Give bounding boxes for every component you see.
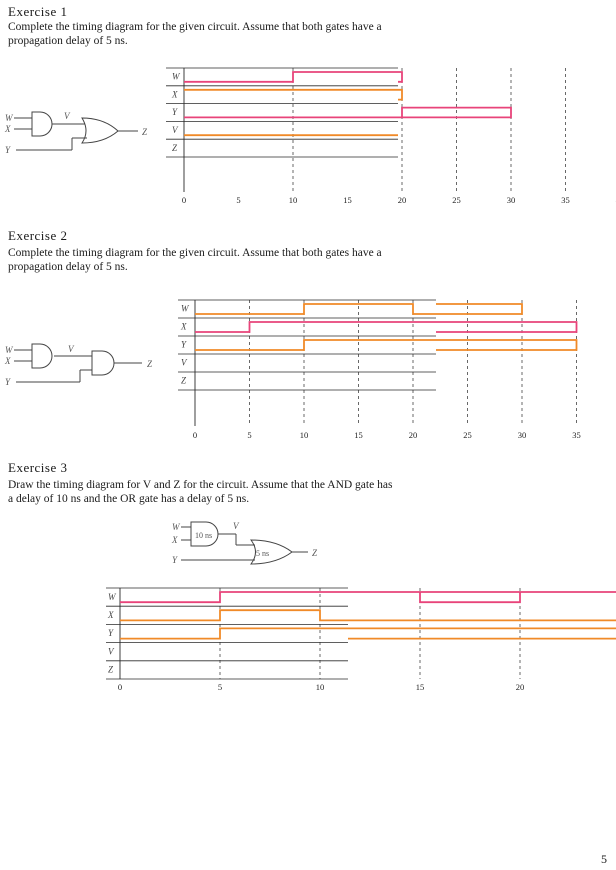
waveform-x: [120, 610, 616, 620]
exercise-2-circuit-label: Z: [147, 359, 153, 369]
signal-label-v: V: [172, 124, 178, 135]
exercise-1-title: Exercise 1: [8, 4, 68, 19]
signal-label-y: Y: [108, 628, 114, 639]
exercise-3-title: Exercise 3: [8, 460, 68, 475]
circuit-labels: [4, 111, 318, 565]
exercise-3-circuit-label: Z: [312, 548, 318, 558]
waveform-x: [195, 322, 577, 332]
exercise-2-and-gate: [92, 351, 114, 375]
page-number: 5: [601, 852, 607, 866]
time-tick-label: 35: [572, 430, 581, 440]
exercise-1-text-line2: propagation delay of 5 ns.: [8, 35, 128, 47]
time-tick-label: 20: [408, 430, 418, 440]
signal-label-v: V: [108, 646, 114, 657]
waveform-w: [120, 592, 616, 602]
time-tick-label: 30: [506, 195, 516, 205]
waveform-y: [184, 108, 511, 118]
exercise-1-or-gate: [82, 118, 118, 143]
exercise-3-text-line1: Draw the timing diagram for V and Z for the circuit. Assume that the AND gate has: [8, 479, 393, 491]
time-tick-label: 20: [397, 195, 407, 205]
signal-label-y: Y: [181, 339, 187, 350]
signal-label-w: W: [108, 591, 116, 602]
exercise-3-text-line2: a delay of 10 ns and the OR gate has a delay of 5 ns.: [8, 493, 250, 505]
waveform-y: [120, 628, 616, 638]
signal-label-x: X: [108, 610, 114, 621]
signal-label-x: X: [181, 321, 187, 332]
exercise-2-circuit-label: X: [5, 356, 11, 366]
time-tick-label: 0: [117, 682, 123, 692]
signal-label-z: Z: [181, 375, 187, 386]
time-tick-label: 15: [354, 430, 363, 440]
signal-label-w: W: [181, 303, 189, 314]
exercise-2-title: Exercise 2: [8, 228, 68, 243]
time-tick-label: 10: [288, 195, 298, 205]
timing-diagrams: [106, 68, 616, 692]
exercise-2-text-line2: propagation delay of 5 ns.: [8, 261, 128, 273]
exercise-3-circuit-label: X: [172, 535, 178, 545]
exercise-1-circuit: [14, 112, 138, 150]
exercise-2-timing-diagram: [178, 300, 616, 440]
exercise-1-circuit-label: Z: [142, 127, 148, 137]
time-tick-label: 25: [463, 430, 472, 440]
exercise-2-circuit-label: V: [68, 344, 74, 354]
exercise-1-timing-diagram: [166, 68, 616, 205]
time-tick-label: 10: [299, 430, 309, 440]
time-tick-label: 30: [517, 430, 527, 440]
exercise-3-circuit-label: W: [172, 522, 180, 532]
and-gate-delay-label: 10 ns: [195, 531, 213, 540]
or-gate-delay-label: 5 ns: [256, 549, 270, 558]
signal-label-x: X: [172, 89, 178, 100]
exercise-2-text-line1: Complete the timing diagram for the given circuit. Assume that both gates have a: [8, 247, 382, 259]
time-tick-label: 25: [452, 195, 461, 205]
exercise-2-circuit-label: Y: [5, 377, 11, 387]
signal-label-v: V: [181, 357, 187, 368]
signal-label-w: W: [172, 71, 180, 82]
time-tick-label: 15: [415, 682, 425, 692]
exercise-3-circuit-label: Y: [172, 555, 178, 565]
time-tick-label: 0: [181, 195, 187, 205]
time-tick-label: 15: [343, 195, 352, 205]
signal-label-y: Y: [172, 107, 178, 118]
time-tick-label: 0: [192, 430, 198, 440]
exercise-1-circuit-label: Y: [5, 145, 11, 155]
time-tick-label: 5: [236, 195, 241, 205]
time-tick-label: 5: [247, 430, 252, 440]
signal-label-z: Z: [172, 142, 178, 153]
exercise-1-text-line1: Complete the timing diagram for the given circuit. Assume that both gates have a: [8, 21, 382, 33]
waveform-w: [184, 72, 402, 82]
exercise-1-circuit-label: W: [5, 113, 13, 123]
time-tick-label: 20: [515, 682, 525, 692]
waveform-y: [195, 340, 577, 350]
time-tick-label: 35: [561, 195, 570, 205]
exercise-1-and-gate: [32, 112, 52, 136]
exercise-2-circuit-label: W: [5, 345, 13, 355]
time-tick-label: 5: [217, 682, 223, 692]
exercise-3-circuit: [181, 522, 308, 564]
exercise-3-circuit-label: V: [233, 521, 239, 531]
exercise-2-circuit: [14, 344, 142, 382]
exercise-1-circuit-label: X: [5, 124, 11, 134]
exercise-3-timing-diagram: [106, 588, 616, 692]
exercise-1-circuit-label: V: [64, 111, 70, 121]
time-tick-label: 10: [315, 682, 325, 692]
signal-label-z: Z: [108, 664, 114, 675]
exercise-2-or-gate: [32, 344, 52, 368]
